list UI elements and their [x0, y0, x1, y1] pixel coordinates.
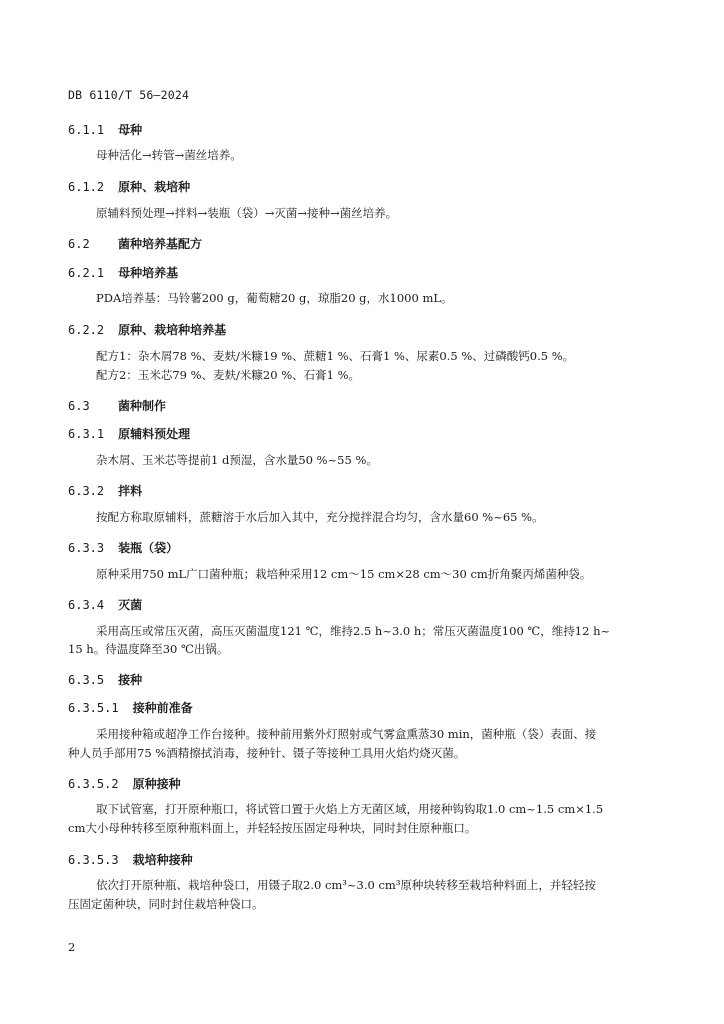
- section-heading-6-3-5-3: [68, 851, 193, 868]
- paragraph-6-3-5-1-line-2: 种人员手部用75 %酒精擦拭消毒，接种针、镊子等接种工具用火焰灼烧灭菌。: [68, 746, 466, 760]
- section-title: 栽培种接种: [132, 853, 193, 867]
- section-title: 原种、栽培种: [118, 180, 191, 194]
- section-heading-6-1-2: [68, 178, 190, 195]
- section-number: 6.3.5.3: [68, 853, 119, 867]
- section-heading-6-1-1: [68, 121, 142, 138]
- section-title: 原种、栽培种培养基: [118, 323, 227, 337]
- section-title: 原种接种: [132, 777, 181, 791]
- paragraph-6-3-5-1-line-1: 采用接种箱或超净工作台接种。接种前用紫外灯照射或气雾盒熏蒸30 min，菌种瓶（袋）表面、接: [96, 727, 597, 741]
- section-heading-6-3-5-2: [68, 775, 181, 792]
- section-number: 6.3.5.2: [68, 777, 119, 791]
- paragraph-6-3-4-line-1: 采用高压或常压灭菌，高压灭菌温度121 ℃，维持2.5 h~3.0 h；常压灭菌温度100 ℃，维持12 h~: [96, 624, 611, 638]
- section-number: 6.2.2: [68, 323, 105, 337]
- paragraph-6-3-3: 原种采用750 mL广口菌种瓶；栽培种采用12 cm～15 cm×28 cm～30 cm折角聚丙烯菌种袋。: [96, 567, 592, 581]
- paragraph-6-2-2-formula-2: 配方2：玉米芯79 %、麦麸/米糠20 %、石膏1 %。: [96, 368, 361, 382]
- paragraph-6-3-5-3-line-1: 依次打开原种瓶、栽培种袋口，用镊子取2.0 cm³~3.0 cm³原种块转移至栽培种料面上，并轻轻按: [96, 878, 596, 892]
- section-title: 菌种培养基配方: [118, 237, 203, 251]
- section-number: 6.1.1: [68, 123, 105, 137]
- section-heading-6-3-2: [68, 482, 142, 499]
- section-number: 6.1.2: [68, 180, 105, 194]
- section-number: 6.3.5.1: [68, 701, 119, 715]
- section-heading-6-3-4: [68, 596, 142, 613]
- section-number: 6.3.1: [68, 427, 105, 441]
- section-title: 母种: [118, 123, 143, 137]
- section-title: 接种前准备: [132, 701, 193, 715]
- section-title: 灭菌: [118, 598, 143, 612]
- section-heading-6-3-5: [68, 671, 142, 688]
- paragraph-6-1-2: 原辅料预处理→拌料→装瓶（袋）→灭菌→接种→菌丝培养。: [96, 206, 398, 220]
- section-number: 6.3.2: [68, 484, 105, 498]
- section-number: 6.3.3: [68, 541, 105, 555]
- paragraph-6-3-2: 按配方称取原辅料，蔗糖溶于水后加入其中，充分搅拌混合均匀，含水量60 %~65 %。: [96, 510, 544, 524]
- section-number: 6.3.5: [68, 673, 105, 687]
- paragraph-6-3-5-3-line-2: 压固定菌种块，同时封住栽培种袋口。: [68, 897, 264, 911]
- section-title: 母种培养基: [118, 266, 179, 280]
- document-header: DB 6110/T 56—2024: [68, 88, 190, 102]
- section-heading-6-2: [68, 235, 202, 252]
- section-number: 6.2.1: [68, 266, 105, 280]
- section-number: 6.3.4: [68, 598, 105, 612]
- section-heading-6-3: [68, 397, 166, 414]
- section-heading-6-2-1: [68, 264, 178, 281]
- section-title: 装瓶（袋）: [118, 541, 179, 555]
- paragraph-6-3-1: 杂木屑、玉米芯等提前1 d预湿，含水量50 %~55 %。: [96, 453, 378, 467]
- section-number: 6.2: [68, 237, 90, 251]
- section-title: 原辅料预处理: [118, 427, 191, 441]
- section-heading-6-3-5-1: [68, 699, 193, 716]
- paragraph-6-3-5-2-line-2: cm大小母种转移至原种瓶料面上，并轻轻按压固定母种块，同时封住原种瓶口。: [68, 821, 477, 835]
- section-title: 接种: [118, 673, 143, 687]
- section-heading-6-2-2: [68, 321, 226, 338]
- paragraph-6-3-4-line-2: 15 h。待温度降至30 ℃出锅。: [68, 642, 229, 656]
- section-title: 拌料: [118, 484, 143, 498]
- paragraph-6-2-2-formula-1: 配方1：杂木屑78 %、麦麸/米糠19 %、蔗糖1 %、石膏1 %、尿素0.5 %、过磷酸钙0.5 %。: [96, 349, 575, 363]
- section-heading-6-3-1: [68, 425, 190, 442]
- paragraph-6-1-1: 母种活化→转管→菌丝培养。: [96, 148, 242, 162]
- page-number: 2: [68, 940, 76, 954]
- section-number: 6.3: [68, 399, 90, 413]
- paragraph-6-2-1: PDA培养基：马铃薯200 g，葡萄糖20 g，琼脂20 g，水1000 mL。: [96, 291, 453, 305]
- section-heading-6-3-3: [68, 539, 178, 556]
- paragraph-6-3-5-2-line-1: 取下试管塞，打开原种瓶口，将试管口置于火焰上方无菌区域，用接种钩钩取1.0 cm~1.5 cm×1.5: [96, 802, 604, 816]
- section-title: 菌种制作: [118, 399, 167, 413]
